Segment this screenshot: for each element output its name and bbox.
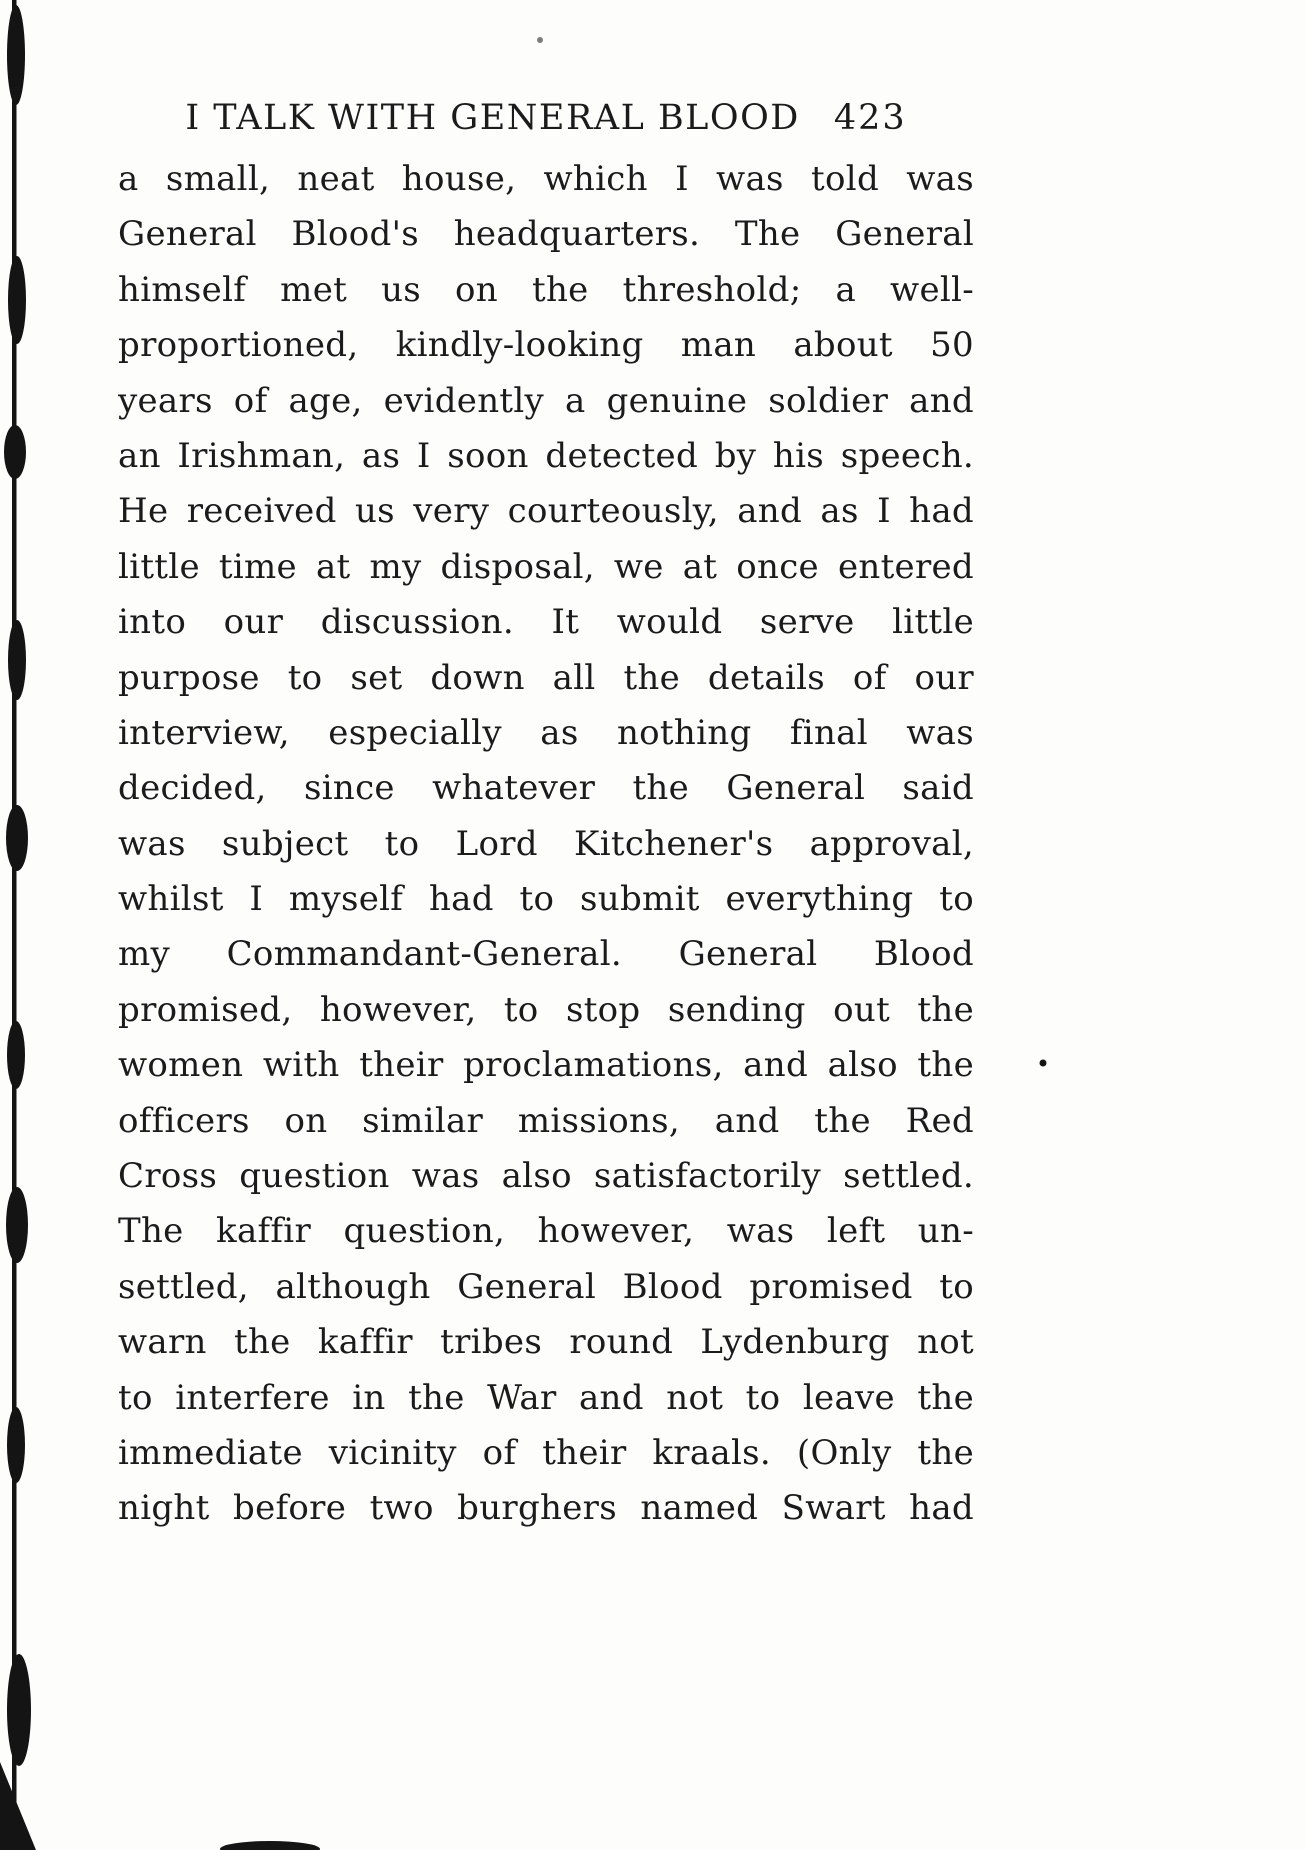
text-line: women with their proclamations, and also the — [118, 1045, 974, 1086]
text-line: night before two burghers named Swart had — [118, 1488, 974, 1529]
text-line: He received us very courteously, and as I had — [118, 491, 974, 532]
text-line: an Irishman, as I soon detected by his speech. — [118, 435, 974, 476]
text-line: a small, neat house, which I was told was — [118, 159, 974, 199]
text-line: interview, especially as nothing final was — [118, 712, 974, 753]
text-line: proportioned, kindly-looking man about 50 — [118, 325, 974, 366]
text-line: whilst I myself had to submit everything to — [118, 879, 974, 920]
binding-edge-line — [12, 0, 17, 1850]
text-line: Cross question was also satisfactorily settled. — [118, 1156, 974, 1197]
text-line: settled, although General Blood promised to — [118, 1266, 974, 1307]
text-line: to interfere in the War and not to leave the — [118, 1377, 974, 1418]
running-header — [118, 98, 974, 138]
text-line: immediate vicinity of their kraals. (Only the — [118, 1432, 974, 1473]
page-content — [118, 0, 974, 1537]
text-line: warn the kaffir tribes round Lydenburg not — [118, 1322, 974, 1363]
body-text — [118, 152, 974, 1537]
stray-dot — [1040, 1060, 1047, 1067]
page-number: 423 — [833, 98, 907, 138]
header-title: I TALK WITH GENERAL BLOOD — [185, 98, 800, 138]
bottom-ink-mark — [220, 1841, 320, 1850]
text-line: purpose to set down all the details of our — [118, 657, 974, 698]
text-line: my Commandant-General. General Blood — [118, 934, 974, 975]
bottom-corner-shadow — [0, 1762, 36, 1850]
text-line: promised, however, to stop sending out the — [118, 989, 974, 1030]
text-line: years of age, evidently a genuine soldier and — [118, 380, 974, 421]
text-line: was subject to Lord Kitchener's approval, — [118, 823, 974, 864]
text-line: decided, since whatever the General said — [118, 768, 974, 809]
text-line: himself met us on the threshold; a well- — [118, 269, 974, 310]
text-line: officers on similar missions, and the Red — [118, 1100, 974, 1141]
text-line: into our discussion. It would serve little — [118, 602, 974, 643]
text-line: little time at my disposal, we at once entered — [118, 546, 974, 587]
text-line: General Blood's headquarters. The General — [118, 214, 974, 255]
text-line: The kaffir question, however, was left un- — [118, 1211, 974, 1252]
